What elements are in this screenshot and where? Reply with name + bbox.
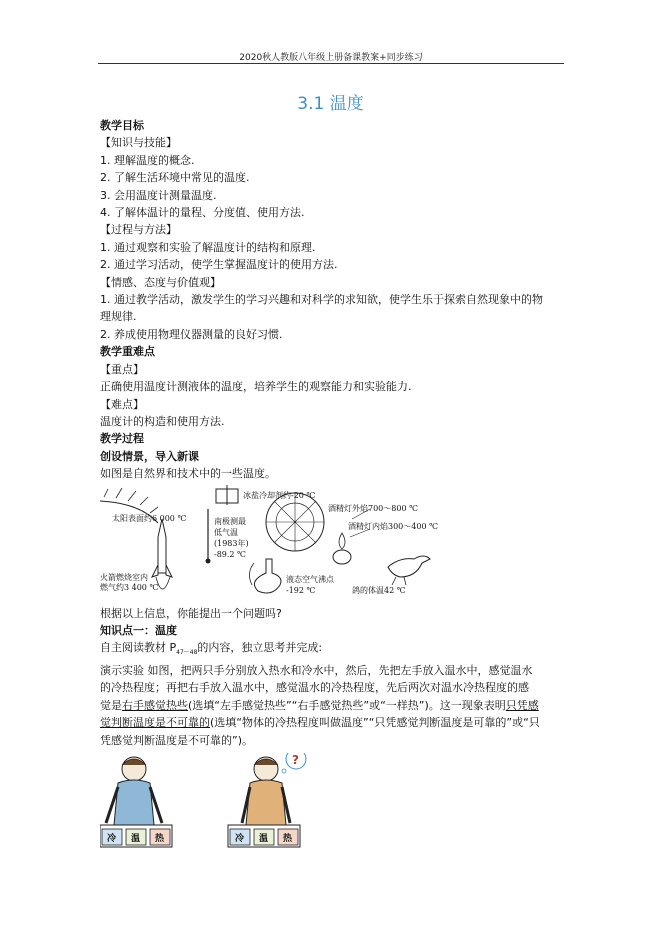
cup-label-cold-1: 冷 bbox=[107, 833, 117, 844]
heading-goals: 教学目标 bbox=[100, 119, 144, 132]
key-text: 正确使用温度计测液体的温度，培养学生的观察能力和实验能力. bbox=[100, 380, 412, 394]
subheading-key: 【重点】 bbox=[100, 362, 144, 376]
reading-suffix: 的内容，独立思考并完成: bbox=[197, 641, 323, 655]
label-liquid-air-line1: 液态空气沸点 bbox=[286, 574, 334, 584]
knowledge-item: 3. 会用温度计测量温度. bbox=[100, 188, 217, 202]
reading-instruction bbox=[100, 639, 566, 662]
experiment-line: 的冷热程度；再把右手放入温水中，感觉温水的冷热程度，先后两次对温水冷热程度的感 bbox=[100, 681, 529, 695]
answer-blank-1: 右手感觉热些 bbox=[122, 698, 188, 712]
hard-text: 温度计的构造和使用方法. bbox=[100, 414, 225, 428]
cup-label-warm-2: 温 bbox=[259, 833, 269, 844]
experiment-text: (选填“物体的冷热程度叫做温度”“只凭感觉判断温度是可靠的”或“只 bbox=[210, 716, 540, 730]
process-item: 2. 通过学习活动，使学生掌握温度计的使用方法. bbox=[100, 258, 338, 272]
label-rocket-line2: 燃气约3 400 ℃ bbox=[100, 582, 159, 592]
emotion-item: 2. 养成使用物理仪器测量的良好习惯. bbox=[100, 327, 283, 341]
label-antarctic-line4: -89.2 ℃ bbox=[214, 549, 247, 559]
experiment-line bbox=[100, 714, 566, 731]
answer-blank-2: 只凭感 bbox=[505, 698, 539, 712]
subheading-knowledge: 【知识与技能】 bbox=[100, 136, 177, 150]
cup-label-hot-1: 热 bbox=[155, 833, 165, 844]
cup-label-hot-2: 热 bbox=[283, 833, 293, 844]
reading-prefix: 自主阅读教材 P bbox=[100, 641, 177, 655]
intro-text: 如图是自然界和技术中的一些温度。 bbox=[100, 467, 276, 481]
label-liquid-air-line2: -192 ℃ bbox=[286, 585, 316, 595]
experiment-text: (选填“左手感觉热些”“右手感觉热些”或“一样热”)。这一现象表明 bbox=[188, 698, 506, 712]
knowledge-item: 4. 了解体温计的量程、分度值、使用方法. bbox=[100, 206, 305, 220]
label-flame-outer: 酒精灯外焰700～800 ℃ bbox=[328, 503, 419, 513]
reading-pages: 47～48 bbox=[176, 649, 198, 657]
knowledge-item: 1. 理解温度的概念. bbox=[100, 153, 195, 167]
process-item: 1. 通过观察和实验了解温度计的结构和原理. bbox=[100, 240, 316, 254]
knowledge-item: 2. 了解生活环境中常见的温度. bbox=[100, 171, 250, 185]
label-antarctic-line3: (1983年) bbox=[214, 538, 249, 548]
label-sun: 太阳表面约6 000 ℃ bbox=[112, 513, 187, 523]
emotion-item-cont: 理规律. bbox=[100, 310, 137, 324]
experiment-text: 觉是 bbox=[100, 698, 122, 712]
heading-procedure: 教学过程 bbox=[100, 432, 144, 446]
question-text: 根据以上信息，你能提出一个问题吗? bbox=[100, 606, 282, 620]
question-mark-icon: ? bbox=[292, 752, 299, 767]
label-antarctic-line1: 南极测最 bbox=[214, 516, 246, 526]
label-pigeon: 鸽的体温42 ℃ bbox=[352, 585, 406, 595]
heading-difficulty: 教学重难点 bbox=[100, 345, 155, 359]
emotion-item: 1. 通过教学活动，激发学生的学习兴趣和对科学的求知欲，使学生乐于探索自然现象中的物 bbox=[100, 293, 543, 307]
subheading-hard: 【难点】 bbox=[100, 397, 144, 411]
label-rocket-line1: 火箭燃烧室内 bbox=[100, 572, 148, 582]
temperature-figure bbox=[100, 485, 439, 602]
heading-intro: 创设情景，导入新课 bbox=[100, 449, 199, 463]
page-header: 2020秋人教版八年级上册备课教案+同步练习 bbox=[239, 53, 423, 63]
experiment-line bbox=[100, 697, 566, 714]
page-title: 3.1 温度 bbox=[297, 94, 364, 114]
experiment-line: 演示实验 如图，把两只手分别放入热水和冷水中，然后，先把左手放入温水中，感觉温水 bbox=[100, 663, 533, 677]
answer-blank-2-cont: 觉判断温度是不可靠的 bbox=[100, 716, 210, 730]
lesson-content bbox=[100, 117, 566, 858]
label-ice-coolant: 冰盐冷却剂约-20 ℃ bbox=[243, 490, 316, 500]
experiment-line: 凭感觉判断温度是不可靠的”)。 bbox=[100, 733, 253, 747]
cup-label-warm-1: 温 bbox=[131, 833, 141, 844]
header-rule bbox=[98, 63, 564, 64]
cup-label-cold-2: 冷 bbox=[235, 833, 245, 844]
hand-experiment-illustration bbox=[100, 753, 400, 858]
heading-point1: 知识点一：温度 bbox=[100, 623, 177, 637]
label-antarctic-line2: 低气温 bbox=[214, 527, 238, 537]
hand-experiment-figure bbox=[100, 753, 400, 858]
subheading-process: 【过程与方法】 bbox=[100, 223, 177, 237]
label-flame-inner: 酒精灯内焰300～400 ℃ bbox=[348, 521, 439, 531]
subheading-emotion: 【情感、态度与价值观】 bbox=[100, 275, 221, 289]
